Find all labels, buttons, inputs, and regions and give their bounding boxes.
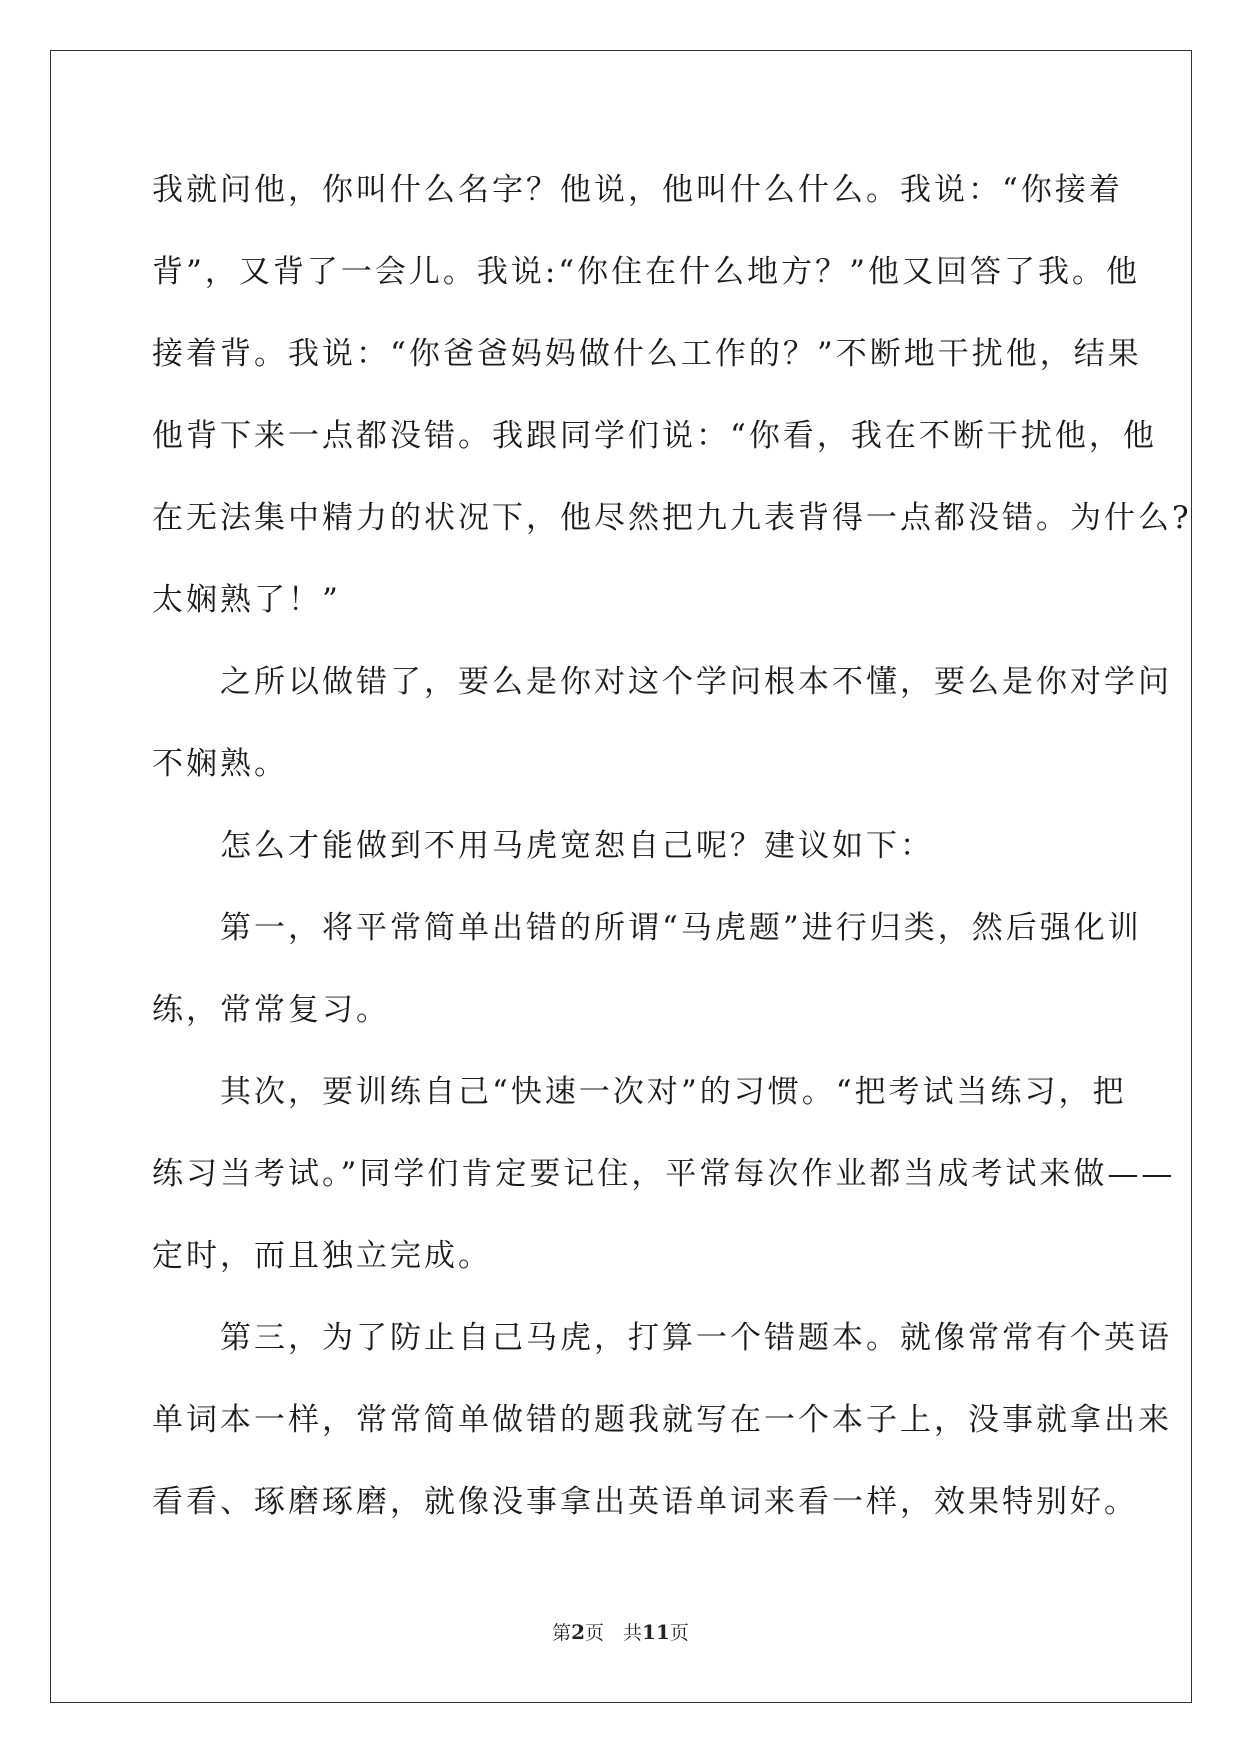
footer-total-pages: 11 bbox=[642, 1620, 670, 1644]
text-line: 接着背。我说：“你爸爸妈妈做什么工作的？”不断地干扰他，结果 bbox=[152, 336, 1142, 372]
document-body bbox=[152, 162, 1192, 1556]
text-line: 定时，而且独立完成。 bbox=[152, 1238, 492, 1274]
footer-page-number: 2 bbox=[571, 1620, 586, 1644]
footer-middle: 页 共 bbox=[585, 1622, 643, 1644]
text-line: 在无法集中精力的状况下，他尽然把九九表背得一点都没错。为什么? bbox=[152, 500, 1192, 536]
text-line: 练，常常复习。 bbox=[152, 992, 390, 1028]
text-line: 其次，要训练自己“快速一次对”的习惯。“把考试当练习，把 bbox=[152, 1074, 1127, 1110]
text-line: 怎么才能做到不用马虎宽恕自己呢？建议如下： bbox=[152, 828, 934, 864]
page-footer bbox=[0, 1618, 1241, 1645]
text-line: 不娴熟。 bbox=[152, 746, 288, 782]
text-line: 太娴熟了！” bbox=[152, 582, 341, 618]
text-line: 第三，为了防止自己马虎，打算一个错题本。就像常常有个英语 bbox=[152, 1320, 1172, 1356]
text-line: 练习当考试。”同学们肯定要记住，平常每次作业都当成考试来做—— bbox=[152, 1156, 1176, 1192]
text-line: 我就问他，你叫什么名字？他说，他叫什么什么。我说：“你接着 bbox=[152, 172, 1123, 208]
text-line: 单词本一样，常常简单做错的题我就写在一个本子上，没事就拿出来 bbox=[152, 1402, 1172, 1438]
text-line: 他背下来一点都没错。我跟同学们说：“你看，我在不断干扰他，他 bbox=[152, 418, 1157, 454]
text-line: 背”，又背了一会儿。我说:“你住在什么地方？”他又回答了我。他 bbox=[152, 254, 1140, 290]
text-line: 看看、琢磨琢磨，就像没事拿出英语单词来看一样，效果特别好。 bbox=[152, 1484, 1138, 1520]
text-line: 第一，将平常简单出错的所谓“马虎题”进行归类，然后强化训 bbox=[152, 910, 1142, 946]
text-line: 之所以做错了，要么是你对这个学问根本不懂，要么是你对学问 bbox=[152, 664, 1172, 700]
footer-suffix: 页 bbox=[669, 1622, 689, 1644]
footer-prefix: 第 bbox=[552, 1622, 572, 1644]
